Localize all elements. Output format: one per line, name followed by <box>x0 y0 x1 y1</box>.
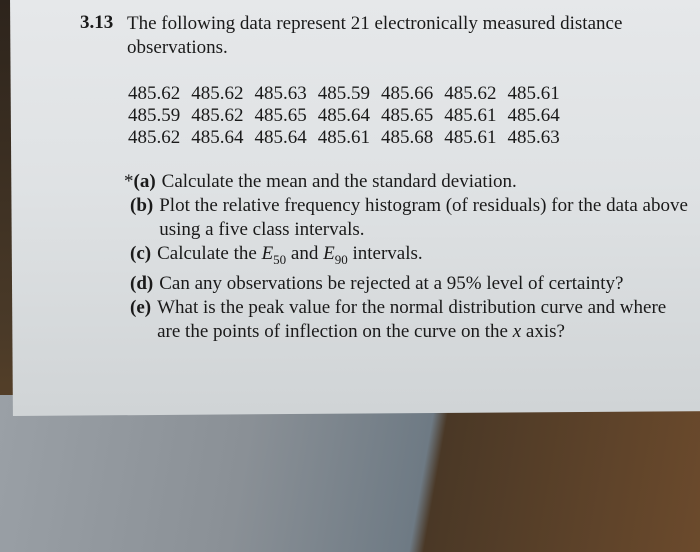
part-c-text-before: Calculate the <box>157 243 262 264</box>
data-cell: 485.63 <box>507 127 560 148</box>
data-table <box>126 83 571 149</box>
data-cell: 485.61 <box>444 127 497 148</box>
data-cell: 485.64 <box>191 127 244 148</box>
data-cell: 485.63 <box>254 83 307 104</box>
part-a-label <box>124 170 156 194</box>
data-cell: 485.64 <box>507 105 560 126</box>
data-cell: 485.66 <box>381 83 434 104</box>
part-c <box>124 242 694 272</box>
data-cell: 485.68 <box>381 127 434 148</box>
part-e-text-before: What is the peak value for the normal distribution curve and where are the points of inflection on the curve on the <box>157 296 667 342</box>
data-cell: 485.62 <box>191 83 244 104</box>
data-cell: 485.65 <box>254 105 307 126</box>
data-cell: 485.62 <box>128 83 181 104</box>
part-b-text: Plot the relative frequency histogram (of residuals) for the data above using a five class intervals. <box>159 195 688 240</box>
data-cell: 485.62 <box>191 105 244 126</box>
data-cell: 485.61 <box>317 127 370 148</box>
part-e <box>124 296 694 344</box>
part-d <box>124 272 694 296</box>
part-c-text <box>157 242 694 272</box>
part-c-label: (c) <box>130 243 152 264</box>
part-a-text: Calculate the mean and the standard deviation. <box>161 171 517 192</box>
e-symbol: E <box>261 243 274 264</box>
e-symbol: E <box>323 243 335 264</box>
e-subscript: 50 <box>273 251 287 267</box>
part-c-text-after: intervals. <box>347 243 423 264</box>
table-row <box>126 105 571 127</box>
data-cell: 485.64 <box>317 105 370 126</box>
part-d-label: (d) <box>130 272 154 294</box>
data-cell: 485.61 <box>507 83 560 104</box>
problem-statement: The following data represent 21 electronically measured distance observations. <box>127 13 623 58</box>
part-e-label: (e) <box>130 296 152 318</box>
page-lower-shadow <box>0 395 700 552</box>
part-c-text-mid: and <box>286 243 324 264</box>
data-cell: 485.61 <box>444 105 497 126</box>
x-axis-symbol: x <box>512 320 522 342</box>
problem-number: 3.13 <box>80 12 114 33</box>
part-e-text-after: axis? <box>521 320 565 342</box>
data-cell: 485.64 <box>254 127 307 148</box>
part-e-text <box>157 296 694 344</box>
starred-marker: * <box>124 171 134 192</box>
question-parts <box>124 170 694 344</box>
data-cell: 485.65 <box>381 105 434 126</box>
e-subscript: 90 <box>334 251 348 267</box>
table-row <box>126 127 571 149</box>
part-b <box>124 194 694 242</box>
part-a <box>124 170 694 194</box>
part-a-letter: (a) <box>133 171 156 192</box>
data-cell: 485.62 <box>128 127 181 148</box>
part-b-label: (b) <box>130 195 154 216</box>
data-cell: 485.62 <box>444 83 497 104</box>
part-d-text: Can any observations be rejected at a 95% level of certainty? <box>159 272 624 294</box>
data-cell: 485.59 <box>128 105 181 126</box>
table-row <box>126 83 571 105</box>
data-cell: 485.59 <box>317 83 370 104</box>
